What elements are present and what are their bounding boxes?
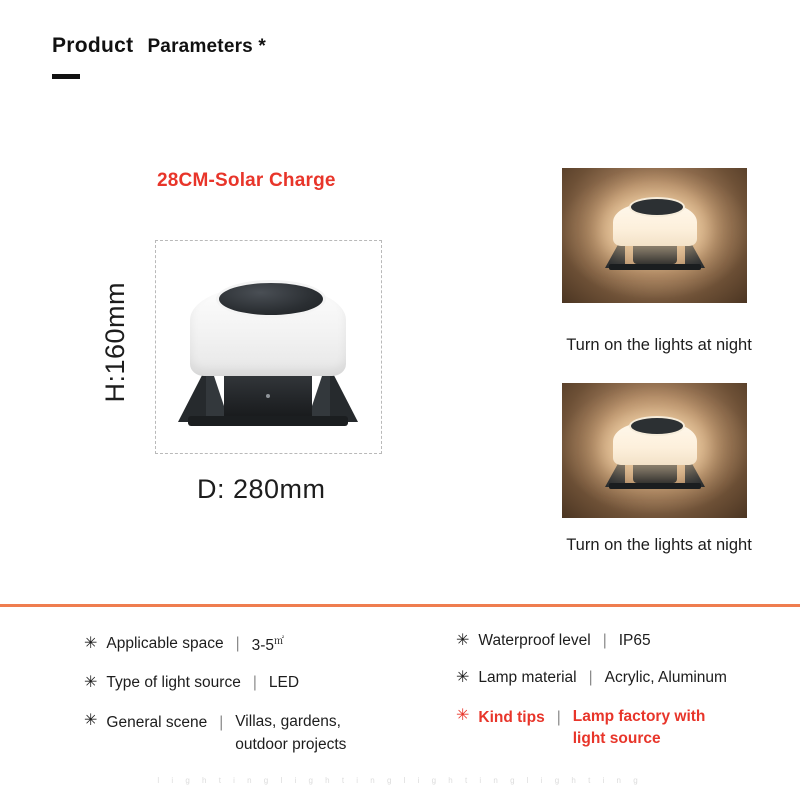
spec-row <box>456 669 800 687</box>
spec-label: Kind tips <box>478 709 545 726</box>
asterisk-icon: ✳ <box>84 712 98 730</box>
night-photo-2 <box>562 383 747 518</box>
asterisk-icon: ✳ <box>456 632 470 649</box>
photo-lamp-1 <box>603 196 707 270</box>
spec-separator: | <box>556 709 561 726</box>
spec-column-left <box>0 616 440 776</box>
spec-table <box>0 616 800 776</box>
night-photo-1-caption: Turn on the lights at night <box>566 336 752 354</box>
footer-watermark: l i g h t i n g l i g h t i n g l i g h t i n g l i g h t i n g <box>157 776 643 785</box>
mini-lamp-base <box>609 264 701 270</box>
solar-panel <box>216 280 326 318</box>
height-label: H:160mm <box>100 282 130 403</box>
product-variant-title: 28CM-Solar Charge <box>157 170 336 191</box>
spec-separator: | <box>219 714 224 732</box>
asterisk-icon: ✳ <box>456 669 470 686</box>
spec-row <box>84 632 440 655</box>
spec-separator: | <box>235 634 240 652</box>
spec-value: LED <box>268 674 300 692</box>
lamp-sensor-icon <box>266 394 270 398</box>
spec-label: Applicable space <box>106 634 224 652</box>
spec-row <box>84 674 440 692</box>
asterisk-icon: ✳ <box>84 674 98 692</box>
spec-label: General scene <box>106 714 208 732</box>
night-photo-1 <box>562 168 747 303</box>
page-title: Product <box>52 34 134 57</box>
spec-column-right <box>440 616 800 776</box>
asterisk-icon: ✳ <box>456 707 470 724</box>
spec-value: IP65 <box>618 632 651 649</box>
spec-value: Acrylic, Aluminum <box>604 669 727 686</box>
photo-lamp-2 <box>603 415 707 489</box>
spec-value: Villas, gardens, outdoor projects <box>235 713 347 753</box>
spec-separator: | <box>602 632 607 649</box>
spec-value: Lamp factory with light source <box>572 708 706 748</box>
spec-separator: | <box>588 669 593 686</box>
page-subtitle: Parameters * <box>147 36 267 57</box>
mini-solar-panel <box>629 197 685 217</box>
mini-solar-panel <box>629 416 685 436</box>
spec-label: Waterproof level <box>478 632 591 649</box>
spec-row <box>456 706 800 751</box>
mini-lamp-base <box>609 483 701 489</box>
night-photo-2-caption: Turn on the lights at night <box>566 536 752 554</box>
section-divider <box>0 604 800 607</box>
spec-value: 3-5㎡ <box>251 636 285 655</box>
spec-label: Lamp material <box>478 669 577 686</box>
spec-row <box>456 632 800 650</box>
spec-separator: | <box>252 674 257 692</box>
spec-row <box>84 711 440 756</box>
page-header <box>52 34 266 58</box>
header-underline <box>52 74 80 79</box>
product-illustration <box>172 278 364 433</box>
spec-label: Type of light source <box>106 674 241 692</box>
asterisk-icon: ✳ <box>84 634 98 652</box>
spec-unit: ㎡ <box>274 636 285 647</box>
diameter-label: D: 280mm <box>197 474 326 504</box>
lamp-base <box>188 416 348 426</box>
